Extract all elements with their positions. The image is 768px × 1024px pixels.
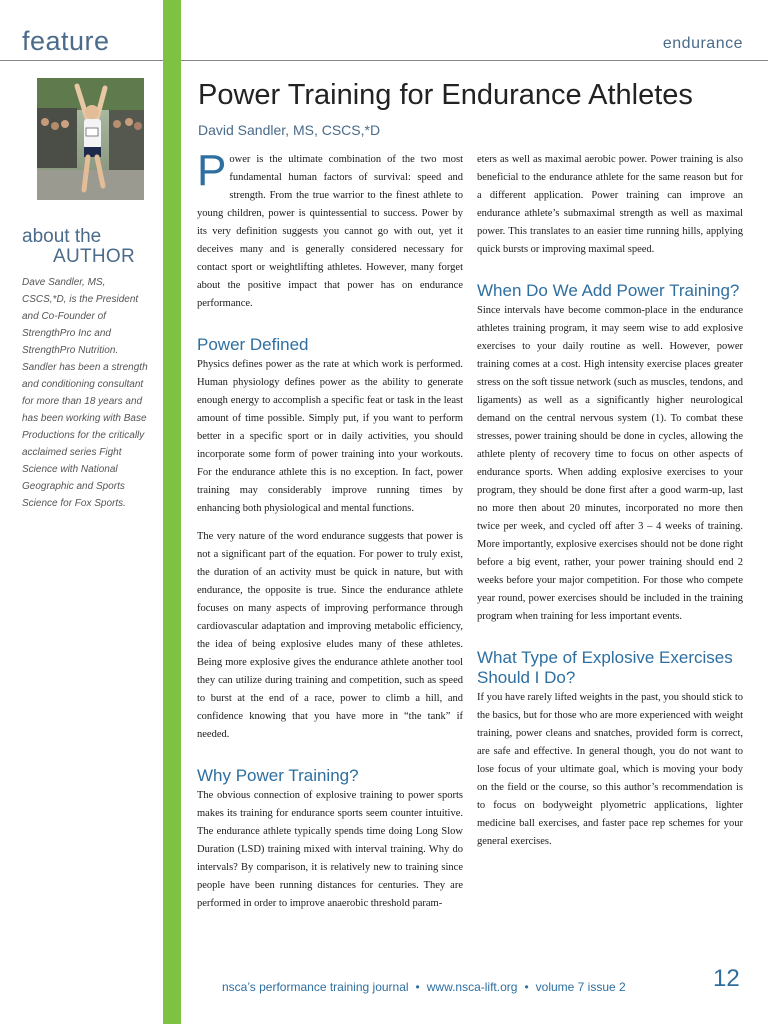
footer-website-link[interactable]: www.nsca-lift.org: [426, 980, 518, 994]
about-heading-line2: AUTHOR: [53, 246, 136, 267]
footer-separator: •: [415, 980, 420, 994]
footer-issue: volume 7 issue 2: [535, 980, 626, 994]
paragraph-power-defined-1: Physics defines power as the rate at which work is performed. Human physiology defines power as the ability to generate enough energy to accomplish a specific feat or task in the least amount of time possible. Simply put, if you want to perform better in a specific sport or in daily activities, you should incorporate some form of power training into your workouts. For the endurance athlete this is no exception. In fact, power training may considerably improve running times by enhancing both physiological and mental functions.: [197, 359, 463, 514]
paragraph-what-type-exercises: If you have rarely lifted weights in the past, you should stick to the basics, but for those who are more experienced with weight training, power cleans and snatches, provided form is correct, are safe and effective. In general though, you do not want to lose focus of your ultimate goal, which is moving your body on the field or the course, so this author’s recommendation is to focus on bodyweight plyometric applications, lighter medicine ball exercises, and faster pace rep schemes for your general exercises.: [477, 692, 743, 847]
header-rule-right: [181, 60, 768, 61]
department-label: endurance: [662, 35, 743, 52]
article-column-left: [197, 146, 463, 923]
article-title: Power Training for Endurance Athletes: [198, 79, 693, 111]
footer-line: [222, 980, 626, 994]
heading-power-defined: Power Defined: [197, 335, 309, 354]
paragraph-why-power-training: The obvious connection of explosive training to power sports makes its training for endurance sports seem counter intuitive. The endurance athlete typically spends time doing Long Slow Duration (LSD) training mixed with interval training. Why do intervals? By comparison, it is relatively new to training since people have been running distances for centuries. They are performed in order to improve anaerobic threshold param-: [197, 790, 463, 909]
article-column-right: [477, 151, 743, 861]
footer-separator: •: [524, 980, 529, 994]
heading-when-add-power: When Do We Add Power Training?: [477, 281, 740, 300]
intro-paragraph: [197, 146, 463, 313]
section-label: feature: [22, 26, 110, 56]
author-bio: Dave Sandler, MS, CSCS,*D, is the President and Co-Founder of StrengthPro Inc and StrengthPro Nutrition. Sandler has been a strength and conditioning consultant for more than 18 years and has been working with Base Productions for the critically acclaimed series Fight Science with National Geographic and Sports Science for Fox Sports.: [22, 277, 148, 509]
about-heading-line1: about the: [22, 226, 102, 247]
footer-journal: nsca’s performance training journal: [222, 980, 409, 994]
article-byline: David Sandler, MS, CSCS,*D: [198, 122, 381, 138]
heading-what-type-exercises: What Type of Explosive Exercises Should I Do?: [477, 648, 733, 687]
paragraph-when-add-power: Since intervals have become common-place in the endurance athletes training program, it may seem wise to add explosive exercises to your daily routine as well. However, power training comes at a cost. High intensity exercise places greater stress on the soft tissue network (such as muscles, tendons, and ligaments) as well as a significantly higher neurological demand on the central nervous system (1). To combat these stresses, power training should be done in cycles, allowing the athlete plenty of recovery time to focus on other aspects of endurance sports. When adding explosive exercises to your program, they should be done first after a good warm-up, last no more then about 20 minutes, incorporated no more then twice per week, and cycled off after 3 – 4 weeks of training. More importantly, explosive exercises should not be done right before a big event, rather, your power training should end 2 weeks before your major competition. For those who compete year round, power exercises should be included in the training program when training for less important events.: [477, 305, 743, 622]
drop-cap: P: [197, 146, 227, 195]
runner-photo: [37, 78, 144, 200]
page-number: 12: [713, 965, 740, 992]
heading-why-power-training: Why Power Training?: [197, 766, 359, 785]
header-rule-left: [0, 60, 163, 61]
paragraph-continued: eters as well as maximal aerobic power. Power training is also beneficial to the endurance athlete for the same reason but for a different application. Power training can improve an endurance athlete’s submaximal strength as well as maximal power. This translates to an easier time running hills, applying quick bursts or improving maximal speed.: [477, 154, 743, 255]
paragraph-power-defined-2: The very nature of the word endurance suggests that power is not a significant part of the equation. For power to truly exist, the duration of an activity must be quick in nature, but with endurance, the opposite is true. Since the endurance athlete focuses on many aspects of improving performance through cardiovascular adaptation and improving metabolic efficiency, the idea of being explosive eludes many of these athletes. Being more explosive gives the endurance athlete another tool they can utilize during training and competition, such as speed to burst at the end of a race, power to climb a hill, and confidence knowing that you have more in “the tank” if needed.: [197, 531, 463, 740]
green-vertical-bar: [163, 0, 181, 1024]
intro-text: ower is the ultimate combination of the two most fundamental human factors of survival: speed and strength. From the true warrior to the finest athlete to young children, power is quintessential to success. Power by its very definition suggests you cannot go with out, yet it deceives many and is generally considered necessary for contact sport or weightlifting athletes. However, many forget about the positive impact that power has on endurance performance.: [197, 154, 463, 309]
